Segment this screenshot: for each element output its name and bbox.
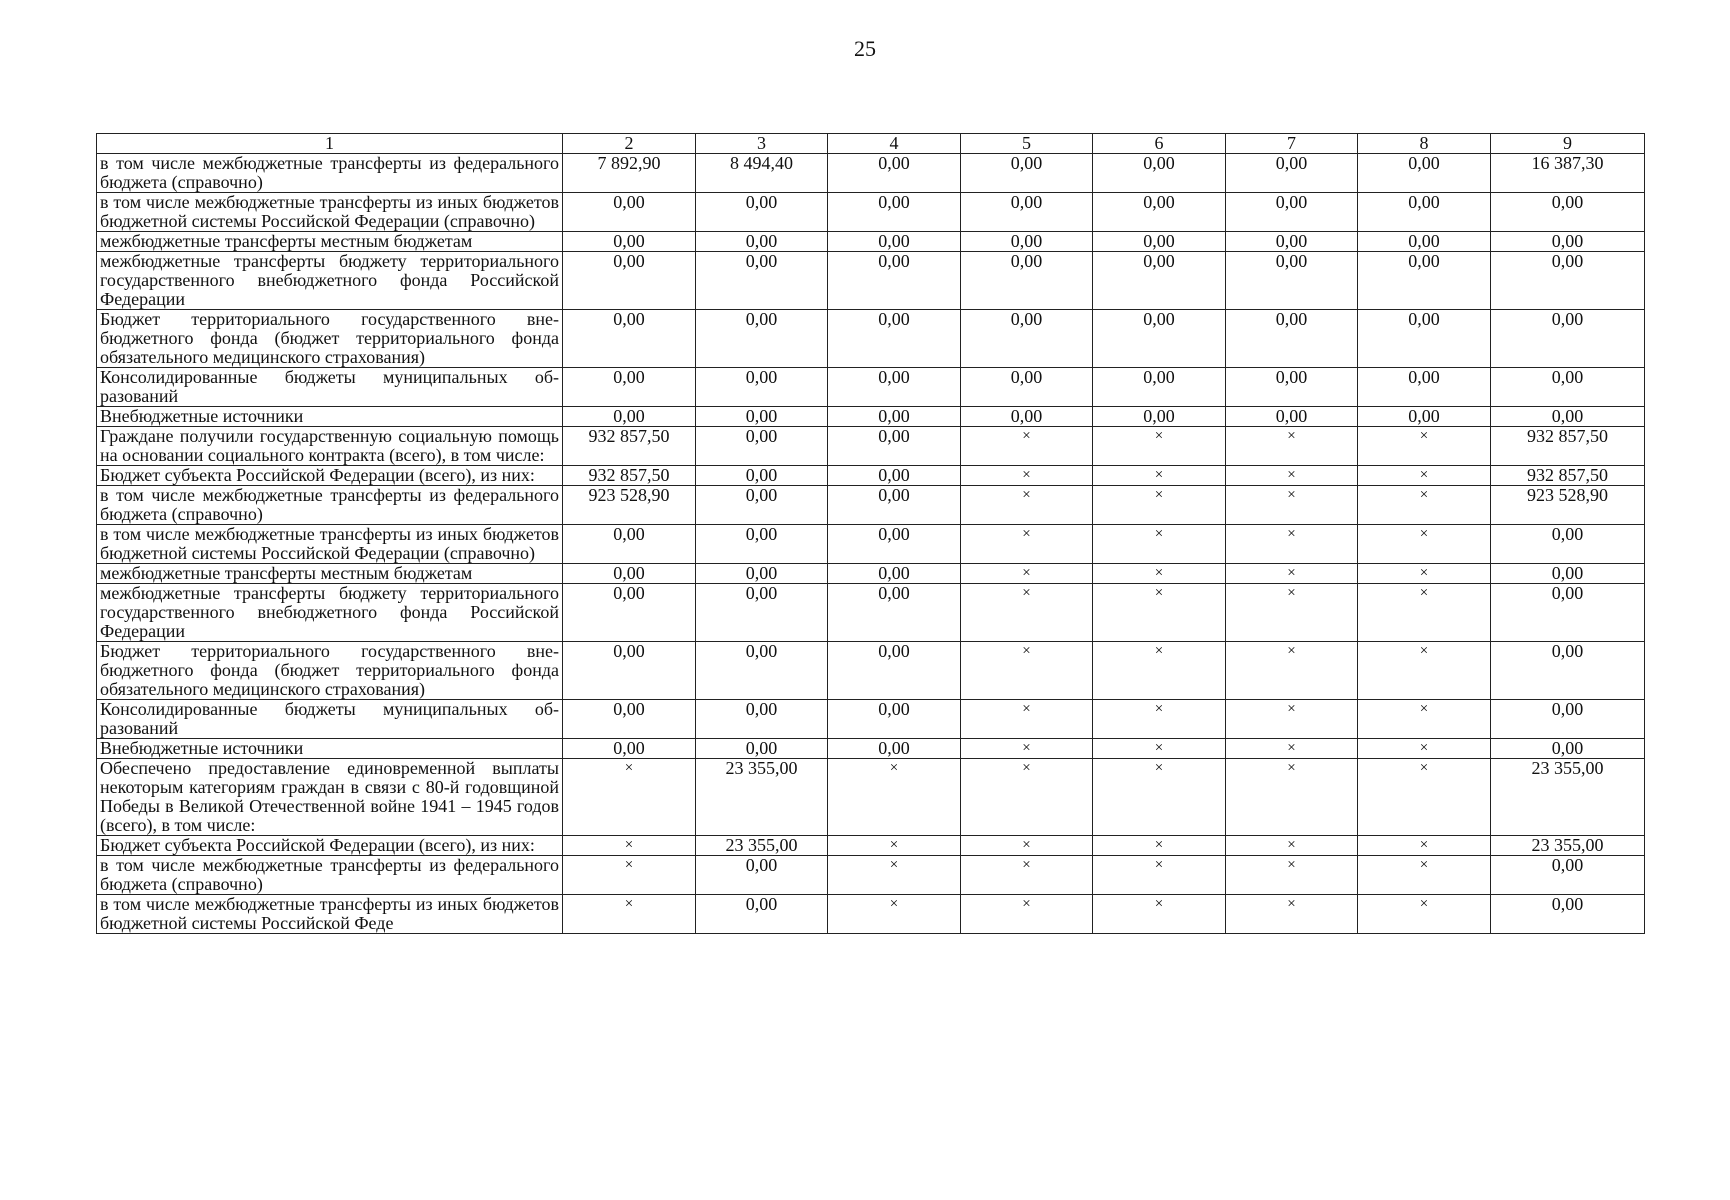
row-value: × [1358, 895, 1491, 934]
table-row [97, 836, 1645, 856]
row-value: 7 892,90 [563, 154, 696, 193]
row-value: 8 494,40 [696, 154, 828, 193]
row-value: 0,00 [696, 700, 828, 739]
row-value: × [1093, 895, 1226, 934]
row-value: 0,00 [696, 856, 828, 895]
row-value: 0,00 [696, 310, 828, 368]
row-value: 0,00 [563, 232, 696, 252]
row-value: 0,00 [828, 525, 961, 564]
row-value: 0,00 [961, 368, 1093, 407]
row-value: 0,00 [1491, 642, 1645, 700]
row-value: × [1093, 486, 1226, 525]
row-value: 0,00 [1491, 584, 1645, 642]
column-header: 5 [961, 134, 1093, 154]
row-value: × [1358, 836, 1491, 856]
row-label: в том числе межбюджетные трансферты из иных бюджетов бюджетной системы Российской Федерации (справочно) [97, 193, 563, 232]
row-value: 0,00 [696, 466, 828, 486]
row-value: 0,00 [828, 700, 961, 739]
row-label: Внебюджетные источники [97, 739, 563, 759]
row-value: × [961, 642, 1093, 700]
row-value: 923 528,90 [1491, 486, 1645, 525]
row-value: × [563, 759, 696, 836]
row-value: 0,00 [1358, 310, 1491, 368]
row-value: 0,00 [828, 252, 961, 310]
table-row [97, 368, 1645, 407]
row-label: Бюджет территориального государственного внебюджетного фонда (бюджет территориального фонда обязательного медицинского страхования) [97, 310, 563, 368]
table-row [97, 856, 1645, 895]
table-header-row [97, 134, 1645, 154]
row-value: × [1093, 427, 1226, 466]
row-value: 0,00 [961, 232, 1093, 252]
row-value: × [1358, 856, 1491, 895]
row-value: 0,00 [563, 193, 696, 232]
row-label: Бюджет субъекта Российской Федерации (всего), из них: [97, 836, 563, 856]
table-row [97, 895, 1645, 934]
table-row [97, 252, 1645, 310]
row-value: 932 857,50 [563, 427, 696, 466]
row-label: межбюджетные трансферты местным бюджетам [97, 232, 563, 252]
row-label: в том числе межбюджетные трансферты из иных бюджетов бюджетной системы Российской Феде [97, 895, 563, 934]
row-value: 0,00 [1226, 310, 1358, 368]
row-value: × [1093, 466, 1226, 486]
row-value: 0,00 [828, 310, 961, 368]
row-value: 0,00 [696, 895, 828, 934]
column-header: 1 [97, 134, 563, 154]
column-header: 6 [1093, 134, 1226, 154]
row-value: 0,00 [1358, 368, 1491, 407]
row-value: × [1093, 525, 1226, 564]
row-value: 923 528,90 [563, 486, 696, 525]
row-value: 0,00 [828, 368, 961, 407]
row-label: в том числе межбюджетные трансферты из федерального бюджета (справочно) [97, 856, 563, 895]
row-value: 0,00 [828, 466, 961, 486]
row-value: 0,00 [1093, 310, 1226, 368]
table-row [97, 466, 1645, 486]
row-value: 0,00 [961, 310, 1093, 368]
row-value: 0,00 [1491, 252, 1645, 310]
row-value: × [961, 759, 1093, 836]
row-value: × [1226, 564, 1358, 584]
row-label: Консолидированные бюджеты муниципальных образований [97, 368, 563, 407]
row-value: 0,00 [1093, 232, 1226, 252]
column-header: 9 [1491, 134, 1645, 154]
row-value: × [828, 759, 961, 836]
row-value: 0,00 [696, 642, 828, 700]
column-header: 2 [563, 134, 696, 154]
row-value: × [1226, 584, 1358, 642]
row-value: 0,00 [696, 525, 828, 564]
column-header: 7 [1226, 134, 1358, 154]
row-value: × [1358, 700, 1491, 739]
row-value: × [1358, 525, 1491, 564]
row-value: 0,00 [1093, 407, 1226, 427]
row-value: × [1093, 739, 1226, 759]
row-value: 23 355,00 [696, 759, 828, 836]
row-value: 0,00 [563, 368, 696, 407]
row-value: 0,00 [563, 739, 696, 759]
row-value: × [1226, 856, 1358, 895]
row-value: 0,00 [1226, 154, 1358, 193]
row-value: × [1226, 466, 1358, 486]
row-value: × [961, 895, 1093, 934]
table-row [97, 584, 1645, 642]
row-label: межбюджетные трансферты местным бюджетам [97, 564, 563, 584]
row-value: 0,00 [961, 252, 1093, 310]
row-value: 0,00 [828, 193, 961, 232]
row-value: × [1226, 759, 1358, 836]
row-value: 0,00 [828, 584, 961, 642]
row-value: 0,00 [1226, 232, 1358, 252]
row-value: × [1358, 584, 1491, 642]
row-label: Граждане получили государственную социальную помощь на основании социального контракта (всего), в том числе: [97, 427, 563, 466]
row-value: 0,00 [961, 154, 1093, 193]
table-row [97, 193, 1645, 232]
row-value: × [1226, 427, 1358, 466]
table-row [97, 525, 1645, 564]
table-row [97, 407, 1645, 427]
row-value: 0,00 [1226, 368, 1358, 407]
row-value: 0,00 [1491, 895, 1645, 934]
table-row [97, 427, 1645, 466]
row-value: × [1226, 486, 1358, 525]
row-value: × [1093, 759, 1226, 836]
row-value: 0,00 [1491, 700, 1645, 739]
row-value: 0,00 [563, 407, 696, 427]
row-value: × [1358, 759, 1491, 836]
row-value: × [961, 525, 1093, 564]
column-header: 3 [696, 134, 828, 154]
row-value: 932 857,50 [563, 466, 696, 486]
row-value: 0,00 [1358, 193, 1491, 232]
row-value: 0,00 [828, 427, 961, 466]
row-value: × [1226, 895, 1358, 934]
row-value: × [1358, 466, 1491, 486]
row-value: 0,00 [1491, 525, 1645, 564]
row-value: × [828, 895, 961, 934]
row-label: в том числе межбюджетные трансферты из федерального бюджета (справочно) [97, 154, 563, 193]
row-value: 0,00 [1491, 193, 1645, 232]
row-value: × [961, 564, 1093, 584]
row-label: Бюджет субъекта Российской Федерации (всего), из них: [97, 466, 563, 486]
row-value: × [1226, 836, 1358, 856]
row-value: 0,00 [696, 584, 828, 642]
row-value: 0,00 [828, 739, 961, 759]
row-label: Бюджет территориального государственного внебюджетного фонда (бюджет территориального фонда обязательного медицинского страхования) [97, 642, 563, 700]
row-value: 23 355,00 [696, 836, 828, 856]
row-value: × [563, 856, 696, 895]
row-value: 0,00 [1491, 856, 1645, 895]
row-value: 0,00 [1093, 154, 1226, 193]
row-value: × [961, 739, 1093, 759]
row-value: × [563, 895, 696, 934]
row-value: × [961, 836, 1093, 856]
row-value: 0,00 [563, 310, 696, 368]
row-value: 0,00 [1358, 252, 1491, 310]
row-value: × [1093, 564, 1226, 584]
row-value: 0,00 [563, 700, 696, 739]
row-label: в том числе межбюджетные трансферты из федерального бюджета (справочно) [97, 486, 563, 525]
row-value: 0,00 [828, 154, 961, 193]
row-value: 0,00 [563, 584, 696, 642]
row-value: 0,00 [696, 193, 828, 232]
row-value: × [1226, 700, 1358, 739]
row-value: × [961, 584, 1093, 642]
row-value: 0,00 [828, 486, 961, 525]
row-label: Внебюджетные источники [97, 407, 563, 427]
row-value: 0,00 [696, 368, 828, 407]
row-label: Консолидированные бюджеты муниципальных образований [97, 700, 563, 739]
row-value: × [1093, 836, 1226, 856]
row-value: × [1093, 700, 1226, 739]
row-value: × [961, 466, 1093, 486]
row-value: 0,00 [696, 232, 828, 252]
row-value: 932 857,50 [1491, 466, 1645, 486]
row-value: 0,00 [696, 252, 828, 310]
row-value: 0,00 [828, 642, 961, 700]
row-label: межбюджетные трансферты бюджету территориального государственного внебюджетного фонда Российской Федерации [97, 252, 563, 310]
row-value: 0,00 [1358, 154, 1491, 193]
row-value: × [961, 427, 1093, 466]
row-value: 0,00 [696, 486, 828, 525]
row-value: 0,00 [1093, 368, 1226, 407]
row-value: 0,00 [1226, 407, 1358, 427]
table-row [97, 700, 1645, 739]
table-row [97, 310, 1645, 368]
row-value: 16 387,30 [1491, 154, 1645, 193]
budget-table [96, 133, 1645, 934]
row-value: 0,00 [563, 564, 696, 584]
row-value: 0,00 [1491, 310, 1645, 368]
column-header: 4 [828, 134, 961, 154]
row-value: 0,00 [1226, 193, 1358, 232]
row-value: × [828, 856, 961, 895]
row-value: 0,00 [563, 525, 696, 564]
row-value: 0,00 [1093, 252, 1226, 310]
table-row [97, 564, 1645, 584]
row-value: 0,00 [1358, 407, 1491, 427]
row-label: межбюджетные трансферты бюджету территориального государственного внебюджетного фонда Российской Федерации [97, 584, 563, 642]
row-value: 0,00 [828, 407, 961, 427]
row-value: 0,00 [1491, 564, 1645, 584]
row-value: × [1358, 486, 1491, 525]
table-row [97, 154, 1645, 193]
row-value: × [1226, 739, 1358, 759]
table-row [97, 486, 1645, 525]
table-row [97, 759, 1645, 836]
row-value: 0,00 [1226, 252, 1358, 310]
row-value: 0,00 [1491, 368, 1645, 407]
row-label: Обеспечено предоставление единовременной выплаты некоторым категориям граждан в связи с 80-й годовщиной Победы в Великой Отечественной войне 1941 – 1945 годов (всего), в том числе: [97, 759, 563, 836]
row-value: 0,00 [828, 232, 961, 252]
row-value: 0,00 [696, 739, 828, 759]
row-value: × [1093, 642, 1226, 700]
page-number: 25 [854, 36, 876, 61]
row-value: 0,00 [961, 407, 1093, 427]
row-value: 0,00 [828, 564, 961, 584]
row-value: × [828, 836, 961, 856]
row-value: 932 857,50 [1491, 427, 1645, 466]
row-value: × [1358, 642, 1491, 700]
row-value: 0,00 [1093, 193, 1226, 232]
row-value: × [1358, 427, 1491, 466]
row-value: 0,00 [1358, 232, 1491, 252]
row-value: 0,00 [696, 564, 828, 584]
table-row [97, 642, 1645, 700]
row-value: 0,00 [961, 193, 1093, 232]
row-value: 0,00 [1491, 739, 1645, 759]
row-value: × [1093, 856, 1226, 895]
row-value: 0,00 [563, 252, 696, 310]
row-value: × [1226, 525, 1358, 564]
row-value: 0,00 [1491, 232, 1645, 252]
row-value: × [1093, 584, 1226, 642]
row-value: × [961, 856, 1093, 895]
row-label: в том числе межбюджетные трансферты из иных бюджетов бюджетной системы Российской Федерации (справочно) [97, 525, 563, 564]
row-value: × [1358, 739, 1491, 759]
table-body [97, 134, 1645, 934]
row-value: × [961, 486, 1093, 525]
column-header: 8 [1358, 134, 1491, 154]
row-value: 0,00 [563, 642, 696, 700]
row-value: 23 355,00 [1491, 759, 1645, 836]
row-value: × [563, 836, 696, 856]
row-value: × [1358, 564, 1491, 584]
row-value: 0,00 [696, 427, 828, 466]
row-value: 0,00 [696, 407, 828, 427]
row-value: × [961, 700, 1093, 739]
row-value: 23 355,00 [1491, 836, 1645, 856]
table-row [97, 739, 1645, 759]
row-value: × [1226, 642, 1358, 700]
table-row [97, 232, 1645, 252]
row-value: 0,00 [1491, 407, 1645, 427]
